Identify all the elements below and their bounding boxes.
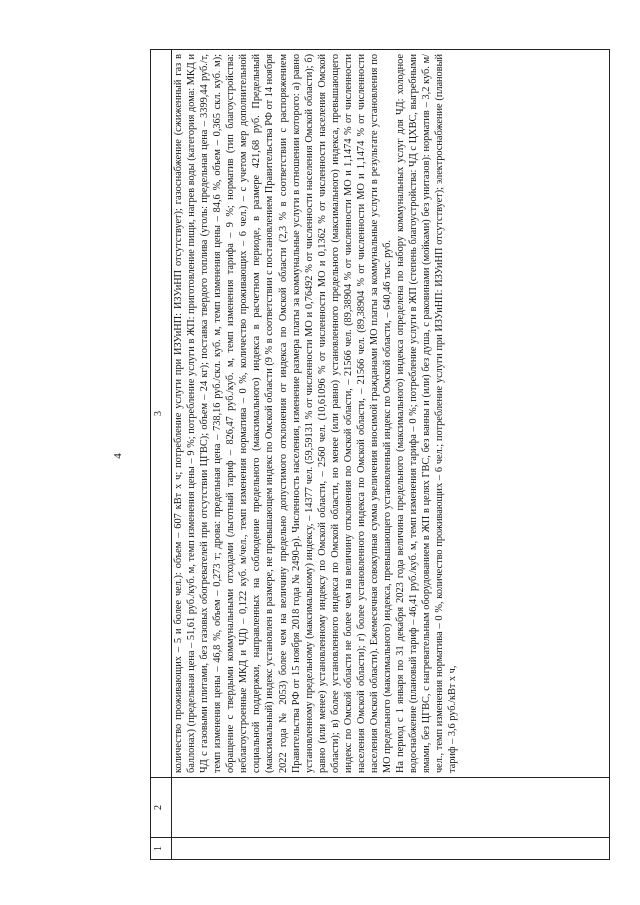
rotated-table-wrapper [150,50,610,860]
cell-col-2 [172,778,610,838]
page-number: 4 [112,453,124,459]
column-header-2: 2 [151,778,172,838]
column-header-3: 3 [151,50,172,778]
cell-col-3 [172,50,610,778]
document-table [150,49,610,860]
paragraph-2: На период с 1 января по 31 декабря 2023 года величина предельного (максимального) индекса определена по набору коммунальных услуг для ЧД: холодное водоснабжение (плановый тариф – 46,41 руб./куб. м, темп изменения тарифа – 0 %; потребление услуги в ЖП (степень благоустройства: ЧД с ЦХВС, выгребными ямами, без ЦГВС, с нагревательным оборудованием в ЖП в целях ГВС, без ванны и (или) без душа, с раковинами (мойками) без унитазов): норматив – 3,2 куб. м/чел., темп изменения норматива – 0 %, количество проживающих – 6 чел.; потребление услуги при ИЗУиНП: ИЗУиНП отсутствует); электроснабжение (плановый тариф – 3,6 руб./кВт х ч, [395,54,459,773]
column-header-1: 1 [151,838,172,860]
paragraph-1: количество проживающих – 5 и более чел.): объем – 607 кВт х ч; потребление услуги при ИЗУиНП: ИЗУиНП отсутствует); газоснабжение (сжиженный газ в баллонах) (предельная цена – 51,61 руб./куб. м, темп изменения цены – 9 %; потребление услуги в ЖП: приготовление пищи, нагрев воды (категория дома: МКД и ЧД с газовыми плитами, без газовых обогревателей при отсутствии ЦГВС); объем – 24 кг); поставка твердого топлива (уголь: предельная цена – 3399,44 руб./т, темп изменения цены – 46,8 %, объем – 0,273 т; дрова: предельная цена – 738,16 руб./скл. куб. м, темп изменения цены – 84,6 %, объем – 0,365 скл. куб. м); обращение с твердыми коммунальными отходами (льготный тариф – 826,47 руб./куб. м, темп изменения тарифа – 9 %; норматив (тип благоустройства: неблагоустроенные МКД и ЧД) – 0,122 куб. м/чел., темп изменения норматива – 0 %, количество проживающих – 6 чел.) – с учетом мер дополнительной социальной поддержки, направленных на соблюдение предельного (максимального) индекса в расчетном периоде, в размере 421,68 руб. Предельный (максимальный) индекс установлен в размере, не превышающем индекс по Омской области (9 % в соответствии с постановлением Правительства РФ от 14 ноября 2022 года № 2053) более чем на величину предельно допустимого отклонения от индекса по Омской области (2,3 % в соответствии с распоряжением Правительства РФ от 15 ноября 2018 года № 2490-р). Численность населения, изменение размера платы за коммунальные услуги в отношении которого: а) равно установленному предельному (максимальному) индексу, – 14377 чел. (59,59131 % от численности МО и 0,76492 % от численности населения Омской области); б) равно (или менее) установленному индексу по Омской области, – 2560 чел. (10,61096 % от численности МО и 0,1362 % от численности населения Омской области); в) более установленного индекса по Омской области, но менее (или равно) установленного предельного (максимального) индекса, превышающего индекс по Омской области не более чем на величину отклонения по Омской области, – 21566 чел. (89,38904 % от численности МО и 1,1474 % от численности населения Омской области); г) более установленного индекса по Омской области, – 21566 чел. (89,38904 % от численности МО и 1,1474 % от численности населения Омской области). Ежемесячная совокупная сумма увеличения вносимой гражданами МО платы за коммунальные услуги в результате установления по МО предельного (максимального) индекса, превышающего установленный индекс по Омской области, – 640,46 тыс. руб. [173,54,393,773]
cell-col-1 [172,838,610,860]
table-row [172,50,610,860]
table-header-row [151,50,172,860]
